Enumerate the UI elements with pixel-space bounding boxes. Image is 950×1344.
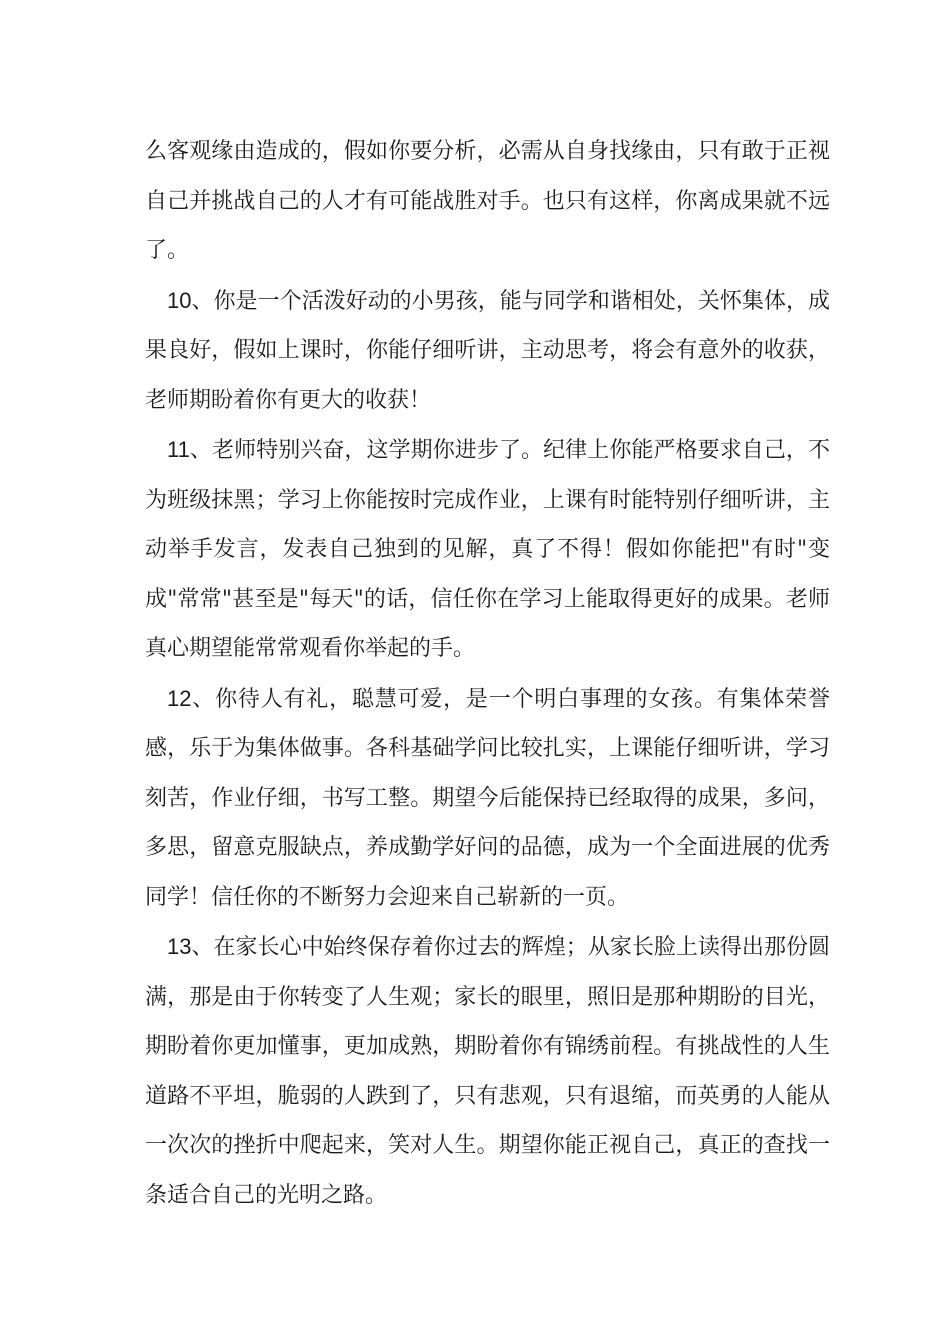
- paragraph-item-10: [145, 276, 830, 426]
- paragraph-text: 、你待人有礼，聪慧可爱，是一个明白事理的女孩。有集体荣誉感，乐于为集体做事。各科基础学问比较扎实，上课能仔细听讲，学习刻苦，作业仔细，书写工整。期望今后能保持已经取得的成果，多问，多思，留意克服缺点，养成勤学好问的品德，成为一个全面进展的优秀同学！信任你的不断努力会迎来自己崭新的一页。: [145, 686, 830, 910]
- paragraph-text: 、在家长心中始终保存着你过去的辉煌；从家长脸上读得出那份圆满，那是由于你转变了人生观；家长的眼里，照旧是那种期盼的目光，期盼着你更加懂事，更加成熟，期盼着你有锦绣前程。有挑战性的人生道路不平坦，脆弱的人跌到了，只有悲观，只有退缩，而英勇的人能从一次次的挫折中爬起来，笑对人生。期望你能正视自己，真正的查找一条适合自己的光明之路。: [145, 935, 830, 1208]
- paragraph-number: 10: [167, 287, 192, 313]
- paragraph-number: 12: [167, 685, 192, 711]
- paragraph-text: 、老师特别兴奋，这学期你进步了。纪律上你能严格要求自己，不为班级抹黑；学习上你能按时完成作业，上课有时能特别仔细听讲，主动举手发言，发表自己独到的见解，真了不得！假如你能把"有时"变成"常常"甚至是"每天"的话，信任你在学习上能取得更好的成果。老师真心期望能常常观看你举起的手。: [145, 438, 830, 661]
- paragraph-continuation: [145, 127, 830, 276]
- document-body: [145, 127, 830, 1220]
- paragraph-item-11: [145, 425, 830, 674]
- paragraph-text: 、你是一个活泼好动的小男孩，能与同学和谐相处，关怀集体，成果良好，假如上课时，你能仔细听讲，主动思考，将会有意外的收获，老师期盼着你有更大的收获！: [145, 288, 830, 413]
- paragraph-number: 13: [167, 934, 192, 959]
- paragraph-item-13: [145, 922, 830, 1220]
- paragraph-item-12: [145, 674, 830, 923]
- paragraph-text: 么客观缘由造成的，假如你要分析，必需从自身找缘由，只有敢于正视自己并挑战自己的人才有可能战胜对手。也只有这样，你离成果就不远了。: [145, 139, 830, 263]
- paragraph-number: 11: [167, 437, 190, 462]
